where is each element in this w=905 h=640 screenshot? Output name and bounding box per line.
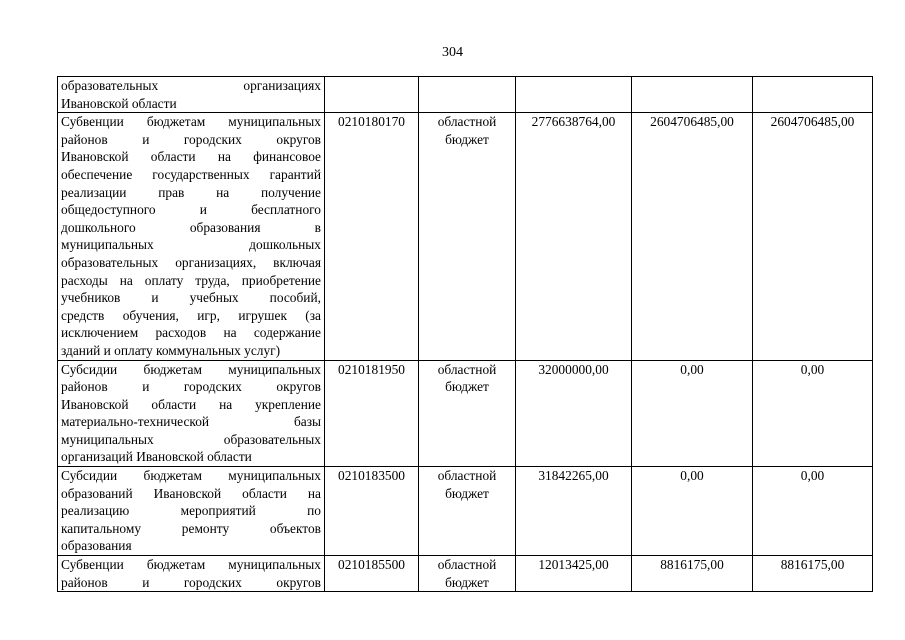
- page-number: 304: [442, 45, 463, 60]
- description-line: исключением расходов на содержание: [61, 325, 321, 341]
- row-value-2: 0,00: [632, 467, 753, 556]
- row-source: [419, 113, 516, 360]
- row-description: [58, 113, 325, 360]
- description-line: муниципальных образовательных: [61, 431, 321, 447]
- row-code: 0210180170: [325, 113, 419, 360]
- source-line: областной: [437, 468, 497, 484]
- description-line: Ивановской области на укрепление: [61, 396, 321, 412]
- table-row: [58, 113, 873, 360]
- table-row: [58, 467, 873, 556]
- description-line: общедоступного и бесплатного: [61, 202, 321, 218]
- source-line: областной: [437, 557, 497, 573]
- table-row: [58, 77, 873, 113]
- row-description: [58, 77, 325, 113]
- description-line: Субсидии бюджетам муниципальных: [61, 468, 321, 484]
- description-line: Субвенции бюджетам муниципальных: [61, 557, 321, 573]
- row-description: [58, 360, 325, 467]
- description-line: муниципальных дошкольных: [61, 237, 321, 253]
- description-line: организаций Ивановской области: [61, 449, 252, 465]
- description-line: Субсидии бюджетам муниципальных: [61, 361, 321, 377]
- description-line: обеспечение государственных гарантий: [61, 166, 321, 182]
- row-value-1: 31842265,00: [516, 467, 632, 556]
- row-source: [419, 360, 516, 467]
- description-line: образовательных организациях: [61, 78, 321, 93]
- row-value-3: 8816175,00: [753, 556, 873, 592]
- row-value-3: 2604706485,00: [753, 113, 873, 360]
- row-value-1: 32000000,00: [516, 360, 632, 467]
- row-code: 0210183500: [325, 467, 419, 556]
- budget-table: [57, 76, 873, 592]
- row-code: 0210185500: [325, 556, 419, 592]
- row-source: [419, 556, 516, 592]
- row-value-1: [516, 77, 632, 113]
- description-line: реализацию мероприятий по: [61, 503, 321, 519]
- row-source: [419, 467, 516, 556]
- description-line: образований Ивановской области на: [61, 485, 321, 501]
- description-line: районов и городских округов: [61, 131, 321, 147]
- description-line: районов и городских округов: [61, 379, 321, 395]
- row-value-1: 2776638764,00: [516, 113, 632, 360]
- description-line: расходы на оплату труда, приобретение: [61, 272, 321, 288]
- description-line: образовательных организациях, включая: [61, 254, 321, 270]
- description-line: реализации прав на получение: [61, 184, 321, 200]
- row-code: [325, 77, 419, 113]
- row-description: [58, 556, 325, 592]
- source-line: бюджет: [445, 485, 489, 501]
- description-line: зданий и оплату коммунальных услуг): [61, 342, 281, 358]
- row-description: [58, 467, 325, 556]
- row-source: [419, 77, 516, 113]
- source-line: бюджет: [445, 379, 489, 395]
- row-value-3: 0,00: [753, 360, 873, 467]
- row-value-2: [632, 77, 753, 113]
- description-line: учебников и учебных пособий,: [61, 290, 321, 306]
- table-row: [58, 556, 873, 592]
- source-line: бюджет: [445, 131, 489, 147]
- description-line: капитальному ремонту объектов: [61, 520, 321, 536]
- description-line: средств обучения, игр, игрушек (за: [61, 307, 321, 323]
- source-line: областной: [437, 361, 497, 377]
- row-value-1: 12013425,00: [516, 556, 632, 592]
- source-line: областной: [437, 114, 497, 130]
- row-value-3: 0,00: [753, 467, 873, 556]
- row-value-2: 0,00: [632, 360, 753, 467]
- row-value-2: 2604706485,00: [632, 113, 753, 360]
- description-line: дошкольного образования в: [61, 219, 321, 235]
- description-line: Ивановской области на финансовое: [61, 149, 321, 165]
- description-line: материально-технической базы: [61, 414, 321, 430]
- source-line: бюджет: [445, 574, 489, 590]
- row-value-3: [753, 77, 873, 113]
- table-row: [58, 360, 873, 467]
- description-line: Субвенции бюджетам муниципальных: [61, 114, 321, 130]
- row-code: 0210181950: [325, 360, 419, 467]
- description-line: районов и городских округов: [61, 574, 321, 590]
- description-line: Ивановской области: [61, 95, 177, 111]
- description-line: образования: [61, 538, 132, 554]
- row-value-2: 8816175,00: [632, 556, 753, 592]
